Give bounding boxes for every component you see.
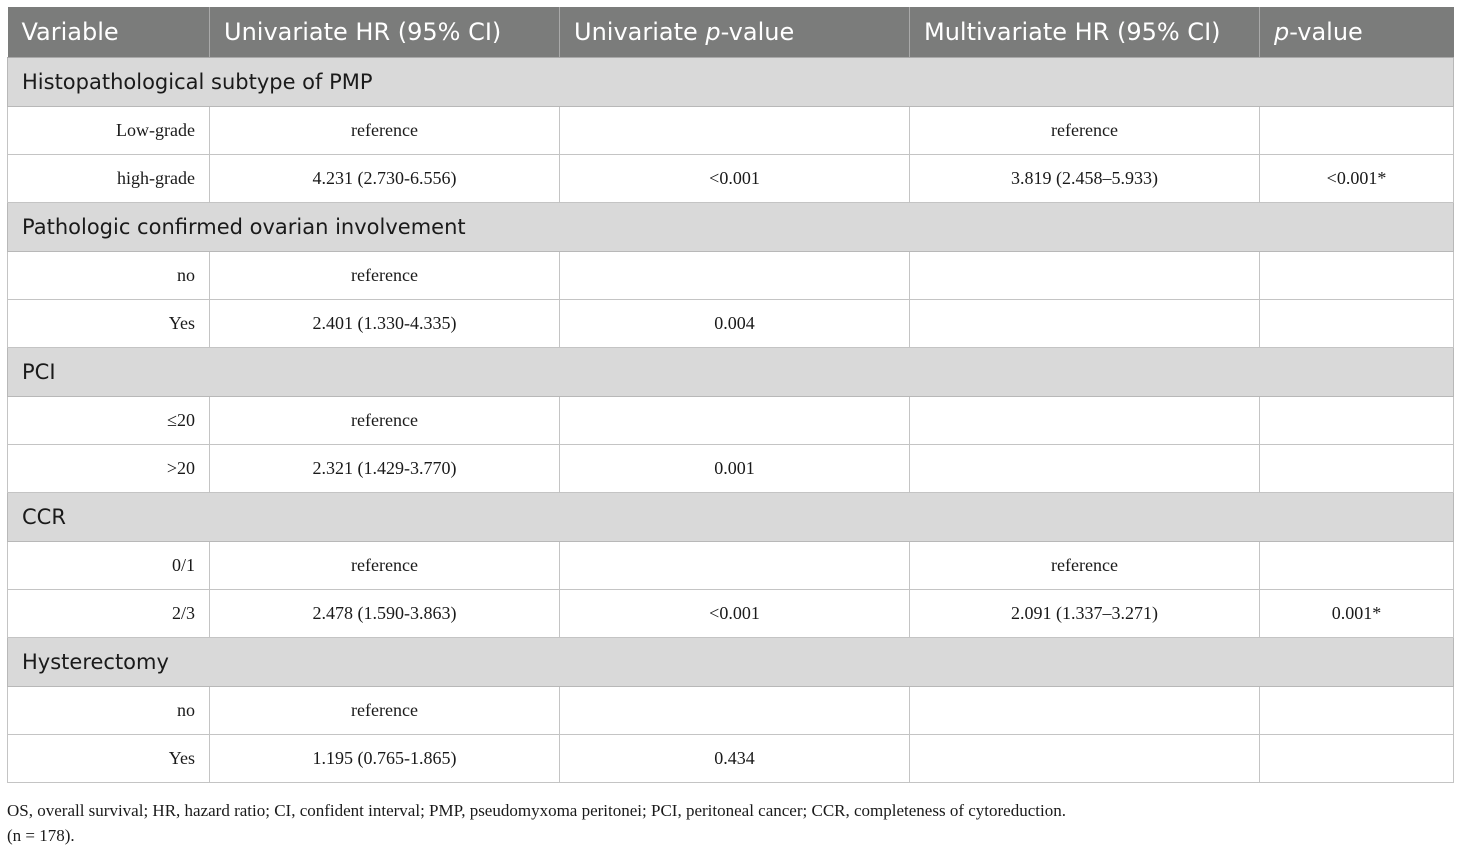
row-label: high-grade [8, 155, 210, 203]
row-label: Yes [8, 735, 210, 783]
group-row [8, 638, 1454, 687]
group-title: Hysterectomy [8, 638, 1454, 687]
table-row [8, 542, 1454, 590]
header-row [8, 7, 1454, 58]
footnote-abbreviations: OS, overall survival; HR, hazard ratio; CI, confident interval; PMP, pseudomyxoma peritonei; PCI, peritoneal cancer; CCR, completeness of cytoreduction. [7, 801, 1066, 820]
univariate-p-cell [560, 397, 910, 445]
univariate-p-cell [560, 252, 910, 300]
group-title: Histopathological subtype of PMP [8, 58, 1454, 107]
table-row [8, 252, 1454, 300]
univariate-hr-cell: reference [210, 397, 560, 445]
multivariate-hr-cell: reference [910, 107, 1260, 155]
multivariate-hr-cell [910, 735, 1260, 783]
univariate-p-cell [560, 687, 910, 735]
univariate-hr-cell: 2.321 (1.429-3.770) [210, 445, 560, 493]
table-body [8, 58, 1454, 783]
header-univariate-p-italic: p [705, 18, 721, 46]
univariate-p-cell: 0.001 [560, 445, 910, 493]
univariate-p-cell: <0.001 [560, 590, 910, 638]
multivariate-p-cell [1260, 445, 1454, 493]
group-title: Pathologic confirmed ovarian involvement [8, 203, 1454, 252]
table-row [8, 445, 1454, 493]
row-label: 2/3 [8, 590, 210, 638]
univariate-p-cell: <0.001 [560, 155, 910, 203]
multivariate-hr-cell [910, 397, 1260, 445]
multivariate-p-cell: 0.001* [1260, 590, 1454, 638]
multivariate-p-cell [1260, 300, 1454, 348]
row-label: no [8, 252, 210, 300]
header-univariate-p [560, 7, 910, 58]
header-univariate-p-prefix: Univariate [574, 18, 706, 46]
header-multivariate-hr: Multivariate HR (95% CI) [910, 7, 1260, 58]
group-row [8, 493, 1454, 542]
header-univariate-p-suffix: -value [720, 18, 795, 46]
table-footnote [7, 798, 1066, 848]
header-multivariate-p [1260, 7, 1454, 58]
group-row [8, 58, 1454, 107]
group-title: PCI [8, 348, 1454, 397]
multivariate-p-cell [1260, 687, 1454, 735]
univariate-hr-cell: reference [210, 542, 560, 590]
multivariate-p-cell [1260, 542, 1454, 590]
footnote-sample-size: (n = 178). [7, 826, 75, 845]
row-label: ≤20 [8, 397, 210, 445]
multivariate-hr-cell [910, 687, 1260, 735]
univariate-hr-cell: reference [210, 107, 560, 155]
header-univariate-hr: Univariate HR (95% CI) [210, 7, 560, 58]
table-row [8, 590, 1454, 638]
row-label: Low-grade [8, 107, 210, 155]
row-label: no [8, 687, 210, 735]
table-row [8, 107, 1454, 155]
header-variable: Variable [8, 7, 210, 58]
row-label: 0/1 [8, 542, 210, 590]
multivariate-hr-cell [910, 300, 1260, 348]
multivariate-p-cell [1260, 252, 1454, 300]
univariate-p-cell [560, 107, 910, 155]
univariate-p-cell: 0.004 [560, 300, 910, 348]
univariate-hr-cell: 4.231 (2.730-6.556) [210, 155, 560, 203]
multivariate-p-cell [1260, 735, 1454, 783]
table-header [8, 7, 1454, 58]
row-label: Yes [8, 300, 210, 348]
table-row [8, 300, 1454, 348]
multivariate-p-cell: <0.001* [1260, 155, 1454, 203]
header-multivariate-p-suffix: -value [1289, 18, 1363, 46]
univariate-hr-cell: 2.478 (1.590-3.863) [210, 590, 560, 638]
univariate-p-cell [560, 542, 910, 590]
multivariate-hr-cell [910, 252, 1260, 300]
univariate-hr-cell: reference [210, 252, 560, 300]
table-row [8, 687, 1454, 735]
header-multivariate-p-italic: p [1274, 18, 1290, 46]
multivariate-p-cell [1260, 397, 1454, 445]
group-title: CCR [8, 493, 1454, 542]
row-label: >20 [8, 445, 210, 493]
multivariate-hr-cell: reference [910, 542, 1260, 590]
table-row [8, 735, 1454, 783]
univariate-hr-cell: 1.195 (0.765-1.865) [210, 735, 560, 783]
univariate-hr-cell: reference [210, 687, 560, 735]
univariate-hr-cell: 2.401 (1.330-4.335) [210, 300, 560, 348]
multivariate-p-cell [1260, 107, 1454, 155]
table-row [8, 155, 1454, 203]
multivariate-hr-cell: 2.091 (1.337–3.271) [910, 590, 1260, 638]
table-row [8, 397, 1454, 445]
group-row [8, 203, 1454, 252]
multivariate-hr-cell [910, 445, 1260, 493]
regression-table [7, 7, 1454, 783]
univariate-p-cell: 0.434 [560, 735, 910, 783]
group-row [8, 348, 1454, 397]
regression-table-container [7, 7, 1453, 783]
multivariate-hr-cell: 3.819 (2.458–5.933) [910, 155, 1260, 203]
